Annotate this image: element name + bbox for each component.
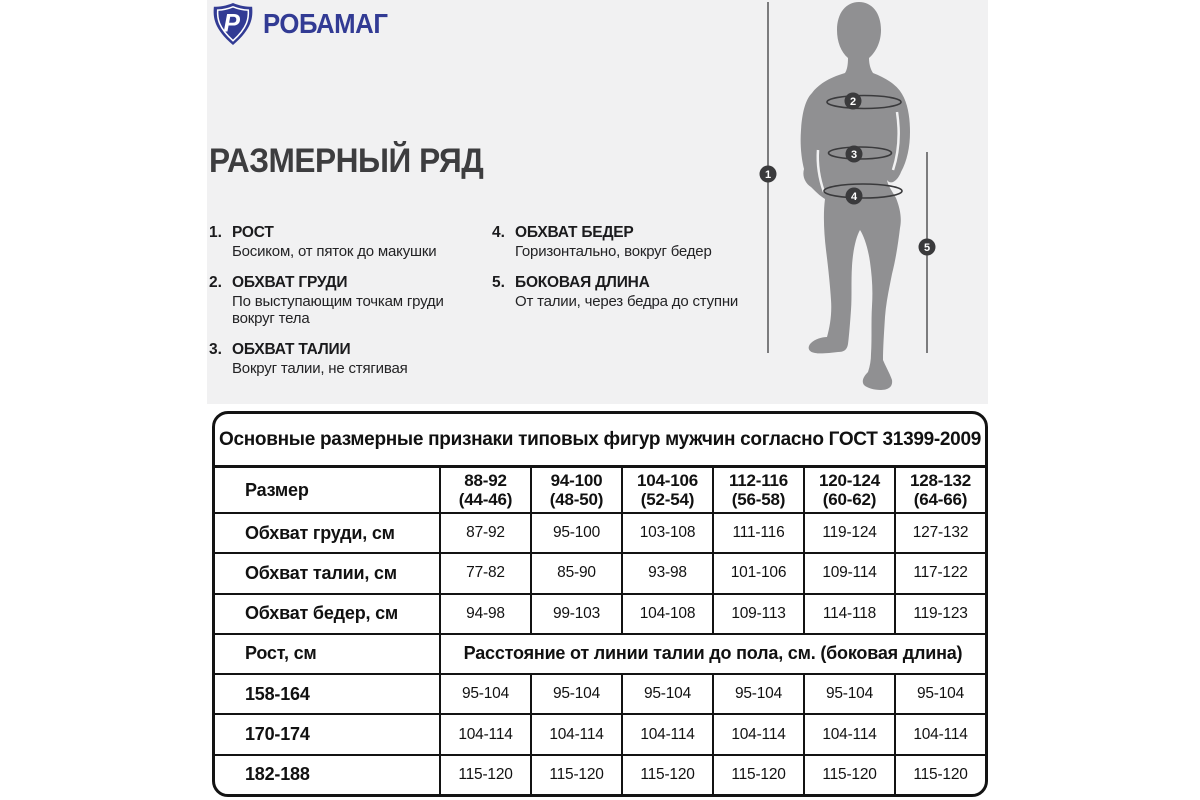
- table-cell: 115-120: [530, 754, 621, 794]
- size-ru: (52-54): [640, 490, 695, 509]
- row-label-height: Рост, см: [215, 633, 439, 673]
- measurement-item-4: [492, 224, 750, 261]
- column-header: [803, 468, 894, 512]
- page-title: РАЗМЕРНЫЙ РЯД: [209, 142, 484, 180]
- table-cell: 104-114: [439, 713, 530, 753]
- brand-logo: [210, 2, 398, 46]
- table-cell: 95-104: [803, 673, 894, 713]
- size-cm: 128-132: [910, 470, 971, 490]
- column-header: [530, 468, 621, 512]
- item-title: ОБХВАТ ТАЛИИ: [232, 340, 351, 358]
- table-cell: 87-92: [439, 512, 530, 552]
- column-header: [894, 468, 985, 512]
- marker-2-badge: [845, 93, 862, 110]
- measurement-item-1: [209, 224, 467, 261]
- side-length-span-header: Расстояние от линии талии до пола, см. (боковая длина): [439, 633, 985, 673]
- row-label-waist: Обхват талии, см: [215, 552, 439, 592]
- table-cell: 104-114: [712, 713, 803, 753]
- table-cell: 114-118: [803, 593, 894, 633]
- marker-1-badge: [760, 166, 777, 183]
- table-cell: 95-104: [712, 673, 803, 713]
- item-description: От талии, через бедра до ступни: [515, 292, 739, 310]
- row-label-158-164: 158-164: [215, 673, 439, 713]
- item-number: 5.: [492, 273, 505, 291]
- table-cell: 95-104: [439, 673, 530, 713]
- size-cm: 88-92: [464, 470, 507, 490]
- marker-1-label: 1: [764, 169, 772, 181]
- table-cell: 95-100: [530, 512, 621, 552]
- item-description: По выступающим точкам груди вокруг тела: [232, 292, 444, 327]
- item-number: 2.: [209, 273, 222, 291]
- table-cell: 109-113: [712, 593, 803, 633]
- measurement-item-2: [209, 274, 467, 328]
- table-cell: 93-98: [621, 552, 712, 592]
- column-header: [712, 468, 803, 512]
- item-title: ОБХВАТ БЕДЕР: [515, 224, 634, 241]
- size-ru: (56-58): [731, 490, 786, 509]
- shield-logo-icon: [210, 2, 256, 46]
- table-cell: 103-108: [621, 512, 712, 552]
- table-cell: 77-82: [439, 552, 530, 592]
- marker-3-badge: [846, 146, 863, 163]
- size-ru: (64-66): [913, 490, 968, 509]
- table-cell: 94-98: [439, 593, 530, 633]
- item-description: Вокруг талии, не стягивая: [232, 359, 408, 377]
- table-cell: 115-120: [621, 754, 712, 794]
- measurement-item-5: [492, 274, 750, 311]
- table-cell: 95-104: [530, 673, 621, 713]
- item-title: РОСТ: [232, 224, 274, 241]
- size-ru: (60-62): [822, 490, 877, 509]
- item-title: БОКОВАЯ ДЛИНА: [515, 273, 650, 291]
- table-cell: 85-90: [530, 552, 621, 592]
- table-cell: 104-114: [621, 713, 712, 753]
- column-header-size: Размер: [245, 479, 309, 500]
- item-number: 3.: [209, 340, 222, 358]
- table-cell: 109-114: [803, 552, 894, 592]
- table-cell: 104-108: [621, 593, 712, 633]
- item-number: 4.: [492, 224, 505, 241]
- table-cell: 115-120: [712, 754, 803, 794]
- size-cm: 120-124: [819, 470, 880, 490]
- table-cell: 115-120: [894, 754, 985, 794]
- table-cell: 117-122: [894, 552, 985, 592]
- marker-5-badge: [919, 239, 936, 256]
- table-cell: 104-114: [803, 713, 894, 753]
- measurement-list-right: [492, 224, 750, 323]
- row-label-chest: Обхват груди, см: [215, 512, 439, 552]
- marker-2-label: 2: [849, 96, 857, 108]
- size-cm: 104-106: [637, 470, 698, 490]
- table-cell: 127-132: [894, 512, 985, 552]
- size-ru: (48-50): [549, 490, 604, 509]
- table-cell: 95-104: [894, 673, 985, 713]
- marker-4-label: 4: [850, 191, 858, 203]
- table-cell: 99-103: [530, 593, 621, 633]
- row-label-hips: Обхват бедер, см: [215, 593, 439, 633]
- body-measurement-figure: [748, 0, 990, 402]
- marker-5-label: 5: [923, 242, 931, 254]
- item-title: ОБХВАТ ГРУДИ: [232, 273, 348, 291]
- brand-wordmark: РОБАМАГ: [263, 8, 388, 39]
- item-description: Горизонтально, вокруг бедер: [515, 243, 712, 260]
- marker-3-label: 3: [850, 149, 858, 161]
- shield-letter: P: [223, 9, 241, 38]
- table-cell: 111-116: [712, 512, 803, 552]
- table-cell: 104-114: [894, 713, 985, 753]
- table-cell: 104-114: [530, 713, 621, 753]
- table-cell: 119-124: [803, 512, 894, 552]
- size-table: [212, 411, 988, 797]
- table-cell: 95-104: [621, 673, 712, 713]
- size-cm: 112-116: [728, 470, 789, 490]
- table-cell: 101-106: [712, 552, 803, 592]
- size-ru: (44-46): [458, 490, 513, 509]
- table-cell: 119-123: [894, 593, 985, 633]
- item-number: 1.: [209, 224, 222, 241]
- table-cell: 115-120: [439, 754, 530, 794]
- table-cell: 115-120: [803, 754, 894, 794]
- column-header: [621, 468, 712, 512]
- column-header: [439, 468, 530, 512]
- measurement-list-left: [209, 224, 467, 390]
- marker-4-badge: [846, 188, 863, 205]
- measurement-item-3: [209, 341, 467, 378]
- row-label-182-188: 182-188: [215, 754, 439, 794]
- row-label-170-174: 170-174: [215, 713, 439, 753]
- size-cm: 94-100: [550, 470, 603, 490]
- table-title: Основные размерные признаки типовых фигур мужчин согласно ГОСТ 31399-2009: [215, 414, 985, 468]
- item-description: Босиком, от пяток до макушки: [232, 243, 437, 260]
